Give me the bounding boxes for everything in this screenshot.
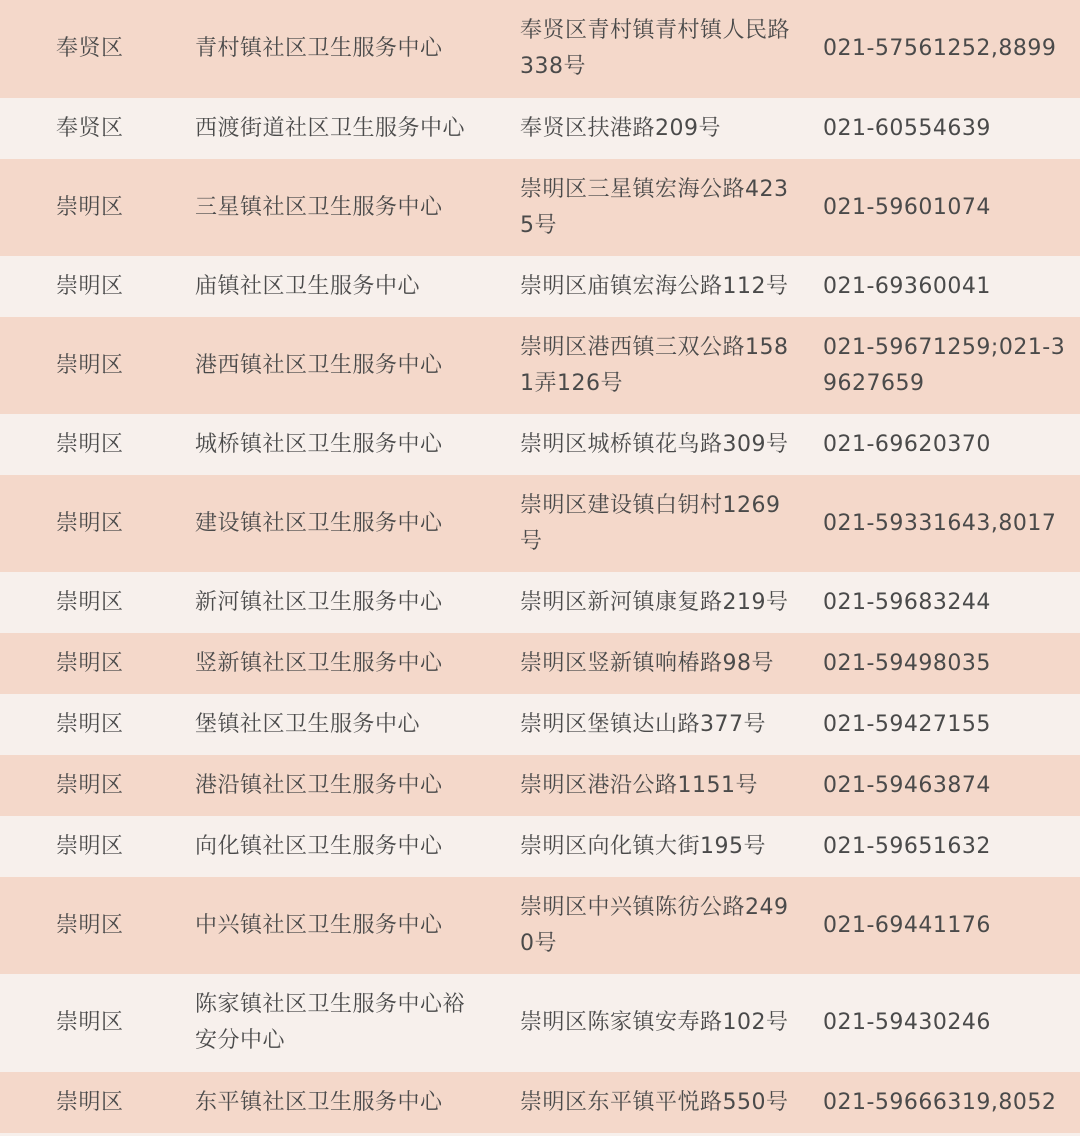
district-cell: 崇明区 [56,650,124,676]
table-row [0,877,1080,974]
phone-cell: 021-59463874 [823,772,991,798]
center-name-cell: 竖新镇社区卫生服务中心 [195,650,443,676]
phone-cell: 021-59498035 [823,650,991,676]
phone-cell: 021-59651632 [823,833,991,859]
district-cell: 崇明区 [56,194,124,220]
address-cell: 崇明区建设镇白钥村1269号 [520,492,781,554]
center-name-cell: 建设镇社区卫生服务中心 [195,510,443,536]
address-cell: 崇明区三星镇宏海公路4235号 [520,176,789,238]
address-cell: 崇明区港西镇三双公路1581弄126号 [520,334,789,396]
district-cell: 崇明区 [56,711,124,737]
phone-cell: 021-59671259;021-39627659 [823,334,1066,396]
address-cell: 崇明区向化镇大街195号 [520,833,766,859]
table-row [0,475,1080,572]
center-name-cell: 青村镇社区卫生服务中心 [195,36,443,61]
center-name-cell: 三星镇社区卫生服务中心 [195,194,443,220]
center-name-cell: 庙镇社区卫生服务中心 [195,273,421,299]
district-cell: 崇明区 [56,772,124,798]
table-row [0,256,1080,317]
address-cell: 崇明区竖新镇响椿路98号 [520,650,774,676]
phone-cell: 021-59601074 [823,194,991,220]
district-cell: 崇明区 [56,352,124,378]
address-cell: 崇明区陈家镇安寿路102号 [520,1010,789,1035]
center-name-cell: 陈家镇社区卫生服务中心裕安分中心 [195,992,466,1053]
phone-cell: 021-59427155 [823,711,991,737]
district-cell: 崇明区 [56,510,124,536]
address-cell: 崇明区庙镇宏海公路112号 [520,273,789,299]
center-name-cell: 港沿镇社区卫生服务中心 [195,772,443,798]
center-name-cell: 堡镇社区卫生服务中心 [195,711,421,737]
phone-cell: 021-69360041 [823,273,991,299]
district-cell: 崇明区 [56,431,124,457]
district-cell: 崇明区 [56,1010,124,1035]
table-row [0,816,1080,877]
district-cell: 奉贤区 [56,115,124,141]
table-row [0,633,1080,694]
center-name-cell: 城桥镇社区卫生服务中心 [195,431,443,457]
address-cell: 崇明区东平镇平悦路550号 [520,1089,789,1115]
center-name-cell: 中兴镇社区卫生服务中心 [195,912,443,938]
table-row [0,572,1080,633]
table-row [0,0,1080,98]
address-cell: 崇明区城桥镇花鸟路309号 [520,431,789,457]
phone-cell: 021-59666319,8052 [823,1089,1057,1115]
center-name-cell: 西渡街道社区卫生服务中心 [195,115,466,141]
table-row [0,694,1080,755]
address-cell: 崇明区堡镇达山路377号 [520,711,766,737]
district-cell: 崇明区 [56,833,124,859]
center-name-cell: 新河镇社区卫生服务中心 [195,589,443,615]
district-cell: 奉贤区 [56,36,124,61]
address-cell: 奉贤区青村镇青村镇人民路338号 [520,18,791,79]
phone-cell: 021-57561252,8899 [823,36,1057,61]
address-cell: 奉贤区扶港路209号 [520,115,721,141]
address-cell: 崇明区港沿公路1151号 [520,772,758,798]
phone-cell: 021-59331643,8017 [823,510,1057,536]
district-cell: 崇明区 [56,912,124,938]
table-row [0,98,1080,159]
address-cell: 崇明区中兴镇陈彷公路2490号 [520,894,789,956]
district-cell: 崇明区 [56,589,124,615]
center-name-cell: 向化镇社区卫生服务中心 [195,833,443,859]
phone-cell: 021-69441176 [823,912,991,938]
table-row [0,755,1080,816]
center-name-cell: 东平镇社区卫生服务中心 [195,1089,443,1115]
table-row [0,1072,1080,1133]
address-cell: 崇明区新河镇康复路219号 [520,589,789,615]
phone-cell: 021-59430246 [823,1010,991,1035]
district-cell: 崇明区 [56,273,124,299]
district-cell: 崇明区 [56,1089,124,1115]
phone-cell: 021-69620370 [823,431,991,457]
center-name-cell: 港西镇社区卫生服务中心 [195,352,443,378]
table-row [0,317,1080,414]
phone-cell: 021-60554639 [823,115,991,141]
phone-cell: 021-59683244 [823,589,991,615]
table-row [0,974,1080,1072]
table-row [0,159,1080,256]
table-row [0,414,1080,475]
